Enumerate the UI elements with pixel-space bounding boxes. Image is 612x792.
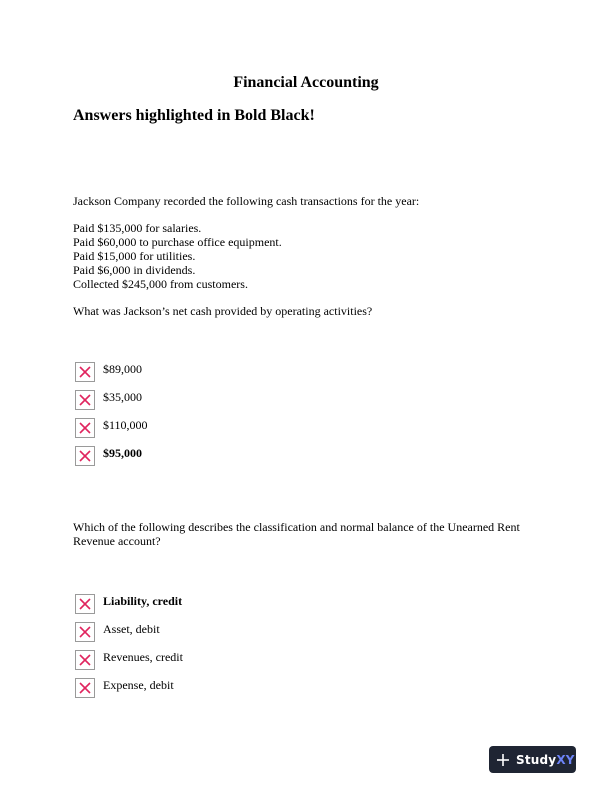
close-icon	[78, 365, 92, 379]
brand-name: StudyXY	[516, 752, 575, 767]
answer-option-q2-b[interactable]	[75, 622, 160, 644]
answer-checkbox[interactable]	[75, 594, 95, 614]
question-2-prompt: Which of the following describes the classification and normal balance of the Unearned Rent Revenue account?	[73, 520, 520, 548]
answer-checkbox[interactable]	[75, 446, 95, 466]
close-icon	[78, 597, 92, 611]
option-label: Revenues, credit	[103, 650, 183, 664]
transaction-line: Paid $135,000 for salaries.	[73, 221, 202, 235]
answer-option-q1-b[interactable]	[75, 390, 142, 412]
close-icon	[78, 625, 92, 639]
answer-option-q1-d[interactable]	[75, 446, 142, 468]
option-label: $89,000	[103, 362, 142, 376]
studyxy-logo-badge[interactable]	[489, 746, 576, 773]
transaction-line: Collected $245,000 from customers.	[73, 277, 248, 291]
question-1-prompt: What was Jackson’s net cash provided by operating activities?	[73, 304, 373, 318]
option-label-correct: Liability, credit	[103, 594, 183, 608]
answer-checkbox[interactable]	[75, 418, 95, 438]
option-label-correct: $95,000	[103, 446, 142, 460]
answer-option-q1-c[interactable]	[75, 418, 148, 440]
option-label: $110,000	[103, 418, 148, 432]
answer-checkbox[interactable]	[75, 622, 95, 642]
close-icon	[78, 421, 92, 435]
answer-checkbox[interactable]	[75, 390, 95, 410]
answer-option-q1-a[interactable]	[75, 362, 142, 384]
page-title: Financial Accounting	[233, 74, 379, 91]
option-label: Expense, debit	[103, 678, 174, 692]
answer-option-q2-a[interactable]	[75, 594, 182, 616]
option-label: $35,000	[103, 390, 142, 404]
transaction-line: Paid $15,000 for utilities.	[73, 249, 196, 263]
transaction-line: Paid $6,000 in dividends.	[73, 263, 196, 277]
close-icon	[78, 449, 92, 463]
answer-checkbox[interactable]	[75, 362, 95, 382]
close-icon	[78, 681, 92, 695]
option-label: Asset, debit	[103, 622, 160, 636]
question-1-intro: Jackson Company recorded the following cash transactions for the year:	[73, 194, 420, 208]
answer-checkbox[interactable]	[75, 650, 95, 670]
plus-icon	[496, 753, 510, 767]
answer-checkbox[interactable]	[75, 678, 95, 698]
answer-option-q2-d[interactable]	[75, 678, 174, 700]
close-icon	[78, 393, 92, 407]
answers-note: Answers highlighted in Bold Black!	[73, 107, 315, 124]
answer-option-q2-c[interactable]	[75, 650, 183, 672]
transaction-line: Paid $60,000 to purchase office equipment.	[73, 235, 282, 249]
close-icon	[78, 653, 92, 667]
